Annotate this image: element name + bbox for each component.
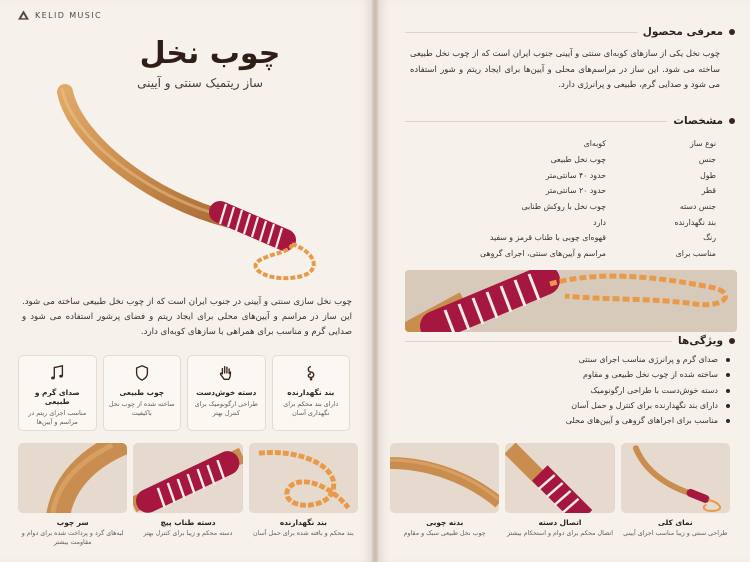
spec-key: بند نگهدارنده xyxy=(674,217,716,227)
divider xyxy=(405,121,667,122)
feature-card xyxy=(187,355,266,431)
spec-value: حدود ۲۰ سانتی‌متر xyxy=(545,186,606,196)
overall-view-image xyxy=(621,443,730,513)
spec-row xyxy=(410,246,716,262)
spec-row xyxy=(410,167,716,183)
intro-paragraph: چوب نخل سازی سنتی و آیینی در جنوب ایران است که از چوب نخل طبیعی ساخته می شود. این ساز در مراسم و آیین‌های محلی برای ایجاد ریتم و فضای پرشور استفاده می شود و صدایی گرم و مناسب برای همراهی با سازهای کوبه‌ای دارد. xyxy=(22,297,352,337)
bullet-dot-icon xyxy=(729,338,735,344)
spec-key: قطر xyxy=(701,186,716,196)
thumbnail-title: نمای کلی xyxy=(658,518,693,527)
product-image xyxy=(30,80,330,290)
spec-key: جنس دسته xyxy=(679,202,716,212)
view-thumbnails xyxy=(390,443,730,558)
thumbnail-desc: چوب نخل طبیعی سبک و مقاوم xyxy=(403,530,486,537)
feature-title: بند نگهدارنده xyxy=(287,388,335,397)
intro-section-heading xyxy=(405,26,735,38)
brand-name: KELID MUSIC xyxy=(35,10,103,20)
feature-desc: مناسب اجرای ریتم در مراسم و آیین‌ها xyxy=(28,409,87,426)
detail-thumbnails xyxy=(18,443,358,558)
intro-text: چوب نخل یکی از سازهای کوبه‌ای سنتی و آیینی جنوب ایران است که از چوب نخل طبیعی ساخته می شود. این ساز در مراسم‌های محلی و آیین‌ها برای ایجاد ریتم و شور استفاده می شود و صدایی گرم، طبیعی و پرانرژی دارد. xyxy=(410,48,720,89)
thumbnail-title: دسته طناب پیچ xyxy=(160,518,216,527)
spec-row xyxy=(410,136,716,152)
feature-item: دسته خوش‌دست با طراحی ارگونومیک xyxy=(520,383,730,398)
features-list xyxy=(520,352,730,428)
thumbnail-desc: دسته محکم و زیبا برای کنترل بهتر xyxy=(143,530,233,537)
handle-joint-image xyxy=(505,443,614,513)
thumbnail-title: سر چوب xyxy=(56,518,89,527)
specs-table xyxy=(410,136,716,262)
brand xyxy=(18,10,102,20)
thumbnail xyxy=(18,443,127,558)
feature-title: صدای گرم و طبیعی xyxy=(34,388,80,406)
shield-icon xyxy=(133,364,151,382)
thumbnail xyxy=(133,443,242,558)
spec-row xyxy=(410,214,716,230)
knot-icon xyxy=(302,364,320,382)
thumbnail-desc: لبه‌های گرد و پرداخت شده برای دوام و مقاومت بیشتر xyxy=(21,530,124,546)
spec-key: رنگ xyxy=(703,233,716,243)
page-title: چوب نخل xyxy=(139,36,281,71)
feature-card xyxy=(18,355,97,431)
feature-card xyxy=(103,355,182,431)
feature-desc: طراحی ارگونومیک برای کنترل بهتر xyxy=(194,400,258,417)
spec-row xyxy=(410,199,716,215)
features-section-heading xyxy=(405,335,735,347)
rope-handle-image xyxy=(133,443,242,513)
spec-key: مناسب برای xyxy=(675,249,716,259)
feature-cards xyxy=(18,355,350,431)
feature-desc: دارای بند محکم برای نگهداری آسان xyxy=(283,400,339,417)
stick-tip-image xyxy=(18,443,127,513)
thumbnail-desc: اتصال محکم برای دوام و استحکام بیشتر xyxy=(507,530,613,537)
thumbnail-title: بند نگهدارنده xyxy=(279,518,327,527)
spec-row xyxy=(410,152,716,168)
left-page xyxy=(0,0,372,562)
spec-row xyxy=(410,183,716,199)
thumbnail-title: اتصال دسته xyxy=(538,518,582,527)
thumbnail xyxy=(249,443,358,558)
handle-closeup-image xyxy=(405,270,737,332)
bullet-dot-icon xyxy=(729,29,735,35)
rope-loop-image xyxy=(249,443,358,513)
spec-key: جنس xyxy=(698,155,716,165)
thumbnail xyxy=(390,443,499,558)
intro-heading: معرفی محصول xyxy=(642,26,723,38)
divider xyxy=(405,32,637,33)
feature-desc: ساخته شده از چوب نخل باکیفیت xyxy=(108,400,175,417)
feature-card xyxy=(272,355,351,431)
feature-item: دارای بند نگهدارنده برای کنترل و حمل آسان xyxy=(520,398,730,413)
spec-value: حدود ۴۰ سانتی‌متر xyxy=(545,170,606,180)
music-note-icon xyxy=(48,364,66,382)
thumbnail-title: بدنه چوبی xyxy=(426,518,464,527)
bullet-dot-icon xyxy=(729,118,735,124)
wooden-body-image xyxy=(390,443,499,513)
spec-value: قهوه‌ای چوبی با طناب قرمز و سفید xyxy=(489,233,606,243)
thumbnail-desc: بند محکم و بافته شده برای حمل آسان xyxy=(252,530,354,537)
spec-key: نوع ساز xyxy=(689,139,716,149)
feature-item: ساخته شده از چوب نخل طبیعی و مقاوم xyxy=(520,367,730,382)
feature-item: صدای گرم و پرانرژی مناسب اجرای سنتی xyxy=(520,352,730,367)
thumbnail xyxy=(505,443,614,558)
spec-value: چوب نخل با روکش طنابی xyxy=(521,202,606,212)
spec-value: دارد xyxy=(593,217,606,227)
hand-icon xyxy=(217,364,235,382)
feature-item: مناسب برای اجراهای گروهی و آیین‌های محلی xyxy=(520,413,730,428)
feature-title: چوب طبیعی xyxy=(119,388,165,397)
spec-key: طول xyxy=(700,170,716,180)
spec-row xyxy=(410,230,716,246)
spec-value: مراسم و آیین‌های سنتی، اجرای گروهی xyxy=(480,249,606,259)
divider xyxy=(405,341,672,342)
thumbnail-desc: طراحی سنتی و زیبا مناسب اجرای آیینی xyxy=(623,530,728,537)
feature-title: دسته خوش‌دست xyxy=(196,388,257,397)
spec-value: کوبه‌ای xyxy=(583,139,606,149)
thumbnail xyxy=(621,443,730,558)
specs-section-heading xyxy=(405,115,735,127)
page-subtitle: ساز ریتمیک سنتی و آیینی xyxy=(137,76,263,90)
specs-heading: مشخصات xyxy=(673,115,723,127)
spec-value: چوب نخل طبیعی xyxy=(550,155,606,165)
features-heading: ویژگی‌ها xyxy=(678,335,723,347)
brand-logo-icon xyxy=(18,10,29,20)
